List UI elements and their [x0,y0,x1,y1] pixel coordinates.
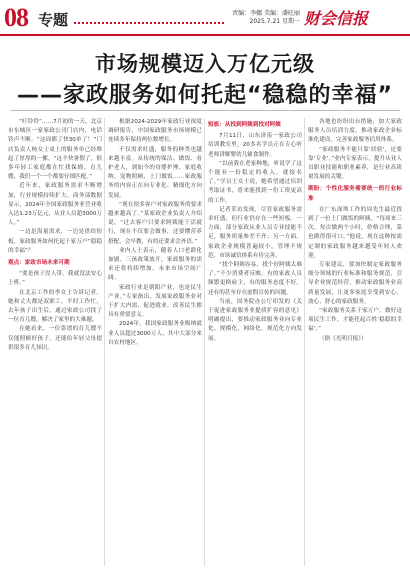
paragraph: “叮铃铃”……7月初的一天，北京市东城区一家家政公司门店内，电话铃声不断。“这周都了快30单了！”门店负责人杨女士桌上的服务单已经堆起了厚厚的一摞。“这不快暑假了，很多年轻工家庭都在忙找保姆、育儿嫂，我们一个一个都要仔细匹配。” [8,119,102,181]
editor-line: 责编：李娜 美编：潘旺丽 [232,10,300,17]
paragraph: “现在很多客户对家政服务的要求越来越高了。”某家政企业负责人介绍说，“过去客户只要求阿姨能干活就行，现在不仅要会做事，还要懂营养搭配、会早教，有的还要求会外语。” [108,201,202,245]
paragraph: “以前我在老家种地，听说学了这个能有一份稳定的收入，就报名了。”学员王女士说，她希望通过培训考取证书，将来能找到一份工资更高的工作。 [208,160,302,204]
article-column-4 [308,118,402,568]
date-line: 2025.7.21 星期一 [249,18,300,25]
paragraph: （据《光明日报》） [319,335,367,342]
paragraph: 在北京工作的李女士告诉记者，她和丈夫都是双职工，平时工作忙，去年孩子出生后，通过家政公司找了一位育儿嫂，解决了家里的大难题。 [8,289,102,324]
paragraph: 各地也纷纷出台措施，加大家政服务人员培训力度，推动家政企业标准化建设，完善家政服务信用体系。 [308,119,402,144]
newspaper-logo: 财会信报 [304,9,369,28]
paragraph: 近年来，家政服务需求不断增加，行业规模持续扩大。商务部数据显示，2024年全国家政服务业营业收入达1.23万亿元，从业人员超3000万人。” [8,183,102,227]
section-subheading: 短板：从找到阿姨到找对阿姨 [208,122,281,128]
paragraph: 专家建议，要加快制定家政服务细分领域的行业标准和服务规范，引导企业规范经营，推动家政服务业高质量发展，让更多家庭享受到安心、放心、舒心的家政服务。 [308,262,402,305]
paragraph: 不仅需求旺盛，服务的种类也越来越丰富。从传统的保洁、做饭、看护老人，到如今的母婴护理、家庭收纳、宠物照顾、上门做饭……家政服务的内容正在向专业化、精细化方向发展。 [108,146,202,199]
paragraph: “要是孩子没人带，我就没法安心上班。” [8,271,102,287]
section-subheading: 期盼：个性化服务需要统一的行业标准 [308,186,402,202]
editor-date-meta [230,10,300,26]
paragraph: 2024年，我国家政服务业吸纳就业人员超过3000万人，其中大部分来自农村地区。 [108,321,202,346]
paragraph: 当前，国务院办公厅印发的《关于促进家政服务业提质扩容的意见》明确提出，要推动家政服务业向专业化、规模化、网络化、规范化方向发展。 [208,298,302,342]
article-subheadline: ——家政服务如何托起“稳稳的幸福” [17,83,393,108]
section-title: 专题 [38,11,69,29]
paragraph: “家政服务不能只靠‘经验’，还要靠‘专业’。”业内专家表示，提升从业人员职业技能和职业素养，是行业高质量发展的关键。 [308,146,402,181]
page-number: 08 [4,3,28,32]
article-column-2 [108,118,202,568]
paragraph: “找个阿姨容易，找个好阿姨太难了。”不少消费者反映，有的家政人员频繁更换雇主，有的服务态度不好，还有的甚至存在虚假宣传的问题。 [208,262,302,296]
paragraph: 一边是海量需求，一边是供给短板，家政服务如何托起千家万户“稳稳的幸福”？ [8,229,102,254]
article-column-1 [8,118,102,568]
paragraph: 业内人士表示，随着人口老龄化加剧、三孩政策放开，家政服务的需求还将持续增加，未来市场空间广阔。 [108,247,202,282]
column-divider [204,118,205,566]
article-headline: 市场规模迈入万亿元级 [95,52,315,76]
column-divider [304,118,305,566]
paragraph: 根据2024-2029年家政行业深度调研报告，中国家政服务市场规模已连续多年保持两位数增长。 [108,119,202,144]
paragraph: 记者采访发现，尽管家政服务需求旺盛，但行业仍存在一些短板。一方面，部分家政从业人员专业技能不足，服务质量参差不齐；另一方面，家政企业规模普遍较小，管理不规范，市场诚信体系有待完善。 [208,206,302,259]
article-column-3 [208,118,302,568]
paragraph: 7月11日，山东济南一家政公司培训教室里，20多名学员正在专心听老师讲解婴幼儿辅食制作。 [208,133,302,158]
title-divider [10,110,400,111]
dotted-divider [74,22,224,24]
masthead [0,0,410,38]
paragraph: “家政服务关系千家万户，做好这项民生工作，才能托起百姓‘稳稳的幸福’。” [308,308,402,333]
section-subheading: 观点：家政市场未来可期 [8,260,70,267]
paragraph: 家政行业是朝阳产业，也是民生产业。”专家指出，发展家政服务业对于扩大内需、促进就业、改善民生都具有重要意义。 [108,284,202,319]
column-divider [104,118,105,566]
paragraph: 在她看来，一位靠谱的育儿嫂不仅能照顾好孩子，还能给年轻父母提供很多育儿知识。 [8,326,102,351]
header-rule [0,34,410,36]
paragraph: 在广东深圳工作的周先生最近找到了一位上门做饭的阿姨。“每周来三次，每次做两个小时，价格合理，菜也做得很可口。”他说，现在这种按需定制的家政服务越来越受年轻人欢迎。 [308,206,402,259]
